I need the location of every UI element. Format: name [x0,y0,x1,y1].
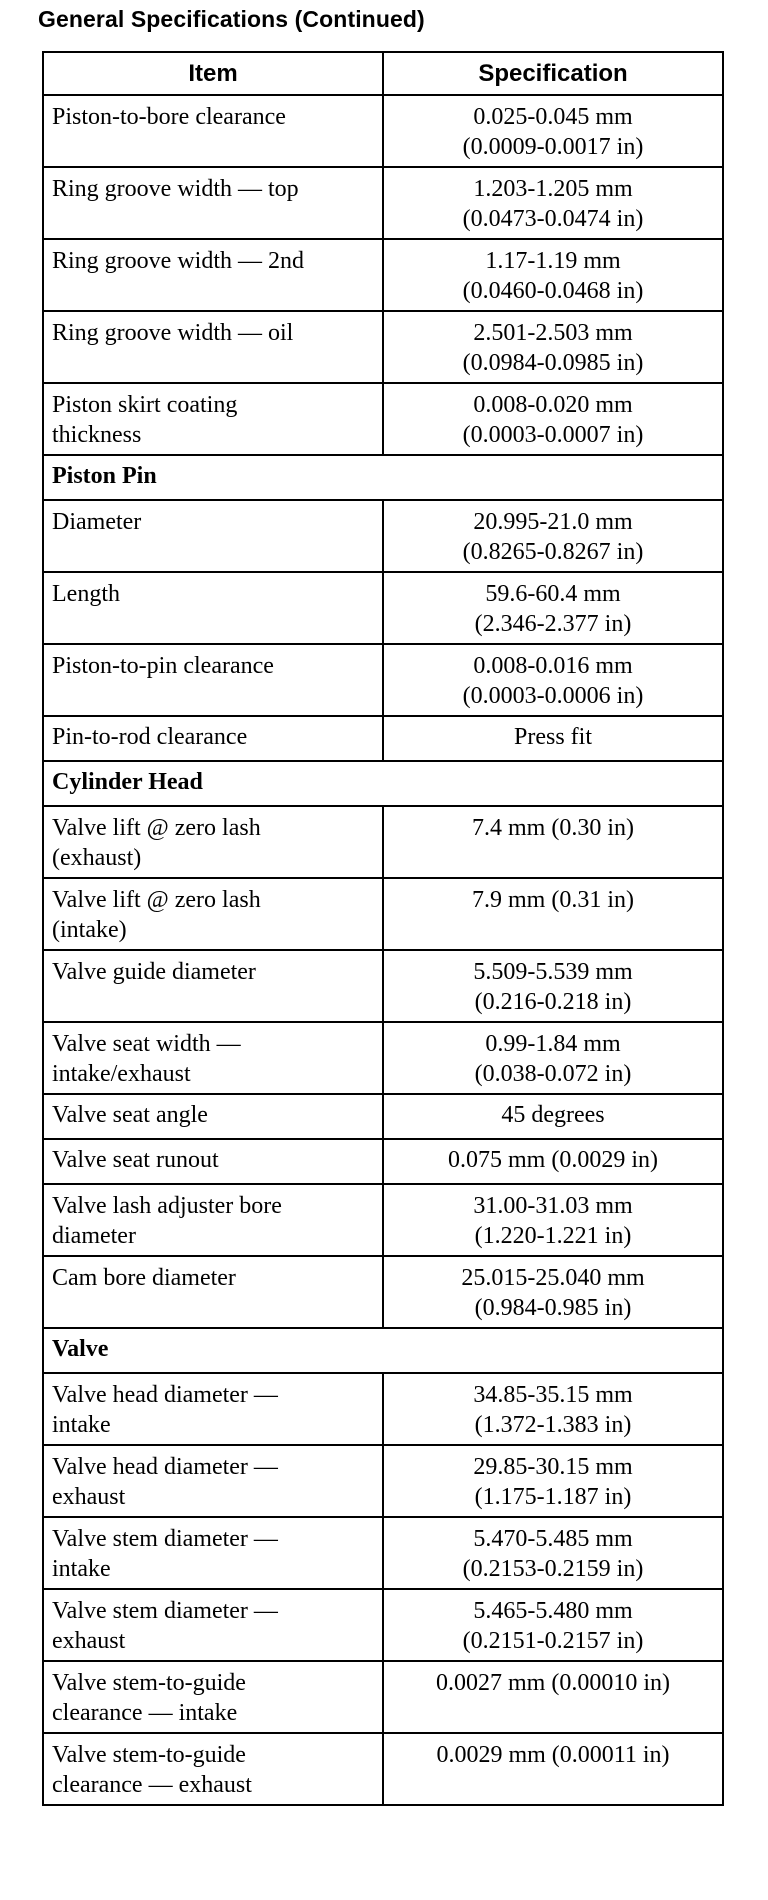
specification-text: (0.0009-0.0017 in) [462,134,644,160]
specification-cell [383,383,723,455]
specification-text: 1.17-1.19 mm [485,248,621,274]
specification-cell [383,500,723,572]
table-row [43,383,723,455]
specification-text: (2.346-2.377 in) [474,611,632,637]
table-row [43,311,723,383]
item-cell [43,1373,383,1445]
table-row [43,95,723,167]
table-row [43,1139,723,1184]
table-row [43,1373,723,1445]
page-title: General Specifications (Continued) [38,6,425,32]
specification-cell [383,716,723,761]
item-text: Piston-to-bore clearance [52,104,286,130]
item-cell [43,878,383,950]
specification-text: Press fit [514,724,592,750]
item-text: intake [52,1556,111,1582]
specification-cell [383,644,723,716]
specification-cell [383,1733,723,1805]
item-text: Cam bore diameter [52,1265,236,1291]
item-cell [43,1022,383,1094]
item-cell [43,716,383,761]
specification-cell [383,1661,723,1733]
item-text: Piston skirt coating [52,392,238,418]
specification-text: 0.0029 mm (0.00011 in) [436,1742,670,1768]
specification-cell [383,311,723,383]
specification-text: 59.6-60.4 mm [485,581,621,607]
table-row [43,1733,723,1805]
section-label: Cylinder Head [43,761,723,806]
item-text: Valve seat runout [52,1147,219,1173]
item-text: exhaust [52,1628,126,1654]
table-row [43,1256,723,1328]
specification-text: (0.0003-0.0007 in) [462,422,644,448]
table-row [43,1517,723,1589]
specification-text: 34.85-35.15 mm [473,1382,633,1408]
specification-cell [383,1373,723,1445]
specifications-table [42,51,724,1806]
specification-text: 0.075 mm (0.0029 in) [448,1147,658,1173]
item-text: diameter [52,1223,136,1249]
specification-text: 2.501-2.503 mm [473,320,633,346]
table-row [43,1022,723,1094]
item-text: intake/exhaust [52,1061,191,1087]
specification-cell [383,878,723,950]
item-text: Valve seat width — [52,1031,241,1057]
specification-text: 0.99-1.84 mm [485,1031,621,1057]
section-label: Piston Pin [43,455,723,500]
specification-text: (0.0460-0.0468 in) [462,278,644,304]
specification-text: 7.9 mm (0.31 in) [472,887,634,913]
item-text: Ring groove width — oil [52,320,294,346]
table-row [43,878,723,950]
item-text: Valve guide diameter [52,959,256,985]
table-header-row [43,52,723,95]
item-text: Valve stem-to-guide [52,1742,246,1768]
specification-cell [383,95,723,167]
specification-cell [383,1022,723,1094]
specification-cell [383,950,723,1022]
item-text: Valve stem diameter — [52,1598,278,1624]
specification-text: (0.2151-0.2157 in) [462,1628,644,1654]
item-text: Valve lash adjuster bore [52,1193,282,1219]
item-cell [43,1589,383,1661]
item-cell [43,311,383,383]
item-text: exhaust [52,1484,126,1510]
item-text: Ring groove width — top [52,176,299,202]
table-row [43,500,723,572]
item-text: (intake) [52,917,127,943]
column-header-item: Item [43,52,383,95]
item-cell [43,1733,383,1805]
specification-cell [383,1184,723,1256]
column-header-specification: Specification [383,52,723,95]
item-text: Valve stem diameter — [52,1526,278,1552]
item-cell [43,167,383,239]
table-body [43,95,723,1805]
specification-text: (0.038-0.072 in) [474,1061,632,1087]
item-text: Valve head diameter — [52,1382,278,1408]
specification-text: (1.220-1.221 in) [474,1223,632,1249]
item-text: thickness [52,422,142,448]
table-row [43,1589,723,1661]
specification-cell [383,1517,723,1589]
table-row [43,644,723,716]
specification-cell [383,1139,723,1184]
item-cell [43,1445,383,1517]
specification-text: 29.85-30.15 mm [473,1454,633,1480]
table-row [43,572,723,644]
item-cell [43,1184,383,1256]
item-text: Valve lift @ zero lash [52,887,261,913]
item-text: Valve head diameter — [52,1454,278,1480]
section-header-row [43,1328,723,1373]
specification-text: 0.0027 mm (0.00010 in) [436,1670,670,1696]
specification-text: (1.175-1.187 in) [474,1484,632,1510]
item-text: Length [52,581,120,607]
specification-text: 25.015-25.040 mm [461,1265,645,1291]
specification-text: 1.203-1.205 mm [473,176,633,202]
table-row [43,167,723,239]
item-cell [43,1094,383,1139]
specification-text: 0.025-0.045 mm [473,104,633,130]
table-row [43,716,723,761]
specification-cell [383,1256,723,1328]
specification-text: 5.465-5.480 mm [473,1598,633,1624]
specification-text: 20.995-21.0 mm [473,509,633,535]
item-text: intake [52,1412,111,1438]
item-cell [43,950,383,1022]
specification-text: (0.2153-0.2159 in) [462,1556,644,1582]
item-cell [43,806,383,878]
section-header-row [43,455,723,500]
specification-text: 7.4 mm (0.30 in) [472,815,634,841]
table-row [43,1661,723,1733]
item-cell [43,95,383,167]
table-row [43,239,723,311]
item-text: Valve lift @ zero lash [52,815,261,841]
item-cell [43,383,383,455]
specification-text: (0.0473-0.0474 in) [462,206,644,232]
specification-cell [383,167,723,239]
item-text: clearance — exhaust [52,1772,252,1798]
item-cell [43,239,383,311]
specification-cell [383,806,723,878]
item-cell [43,500,383,572]
specification-cell [383,572,723,644]
item-cell [43,644,383,716]
item-text: Ring groove width — 2nd [52,248,304,274]
specification-text: 0.008-0.020 mm [473,392,633,418]
specification-text: (1.372-1.383 in) [474,1412,632,1438]
specification-cell [383,239,723,311]
item-cell [43,572,383,644]
specification-text: (0.984-0.985 in) [474,1295,632,1321]
table-row [43,806,723,878]
specification-cell [383,1589,723,1661]
item-cell [43,1139,383,1184]
section-header-row [43,761,723,806]
item-text: (exhaust) [52,845,142,871]
table-row [43,950,723,1022]
specification-text: (0.0984-0.0985 in) [462,350,644,376]
specification-text: (0.8265-0.8267 in) [462,539,644,565]
specification-text: (0.216-0.218 in) [474,989,632,1015]
specification-text: 0.008-0.016 mm [473,653,633,679]
item-cell [43,1517,383,1589]
specification-text: (0.0003-0.0006 in) [462,683,644,709]
item-text: Diameter [52,509,142,535]
item-text: clearance — intake [52,1700,238,1726]
item-text: Pin-to-rod clearance [52,724,248,750]
item-text: Valve stem-to-guide [52,1670,246,1696]
item-cell [43,1256,383,1328]
specification-text: 5.470-5.485 mm [473,1526,633,1552]
specification-text: 31.00-31.03 mm [473,1193,633,1219]
item-cell [43,1661,383,1733]
table-row [43,1184,723,1256]
item-text: Piston-to-pin clearance [52,653,274,679]
item-text: Valve seat angle [52,1102,208,1128]
section-label: Valve [43,1328,723,1373]
specification-cell [383,1445,723,1517]
specification-text: 5.509-5.539 mm [473,959,633,985]
specification-cell [383,1094,723,1139]
table-row [43,1094,723,1139]
table-row [43,1445,723,1517]
specification-text: 45 degrees [501,1102,605,1128]
